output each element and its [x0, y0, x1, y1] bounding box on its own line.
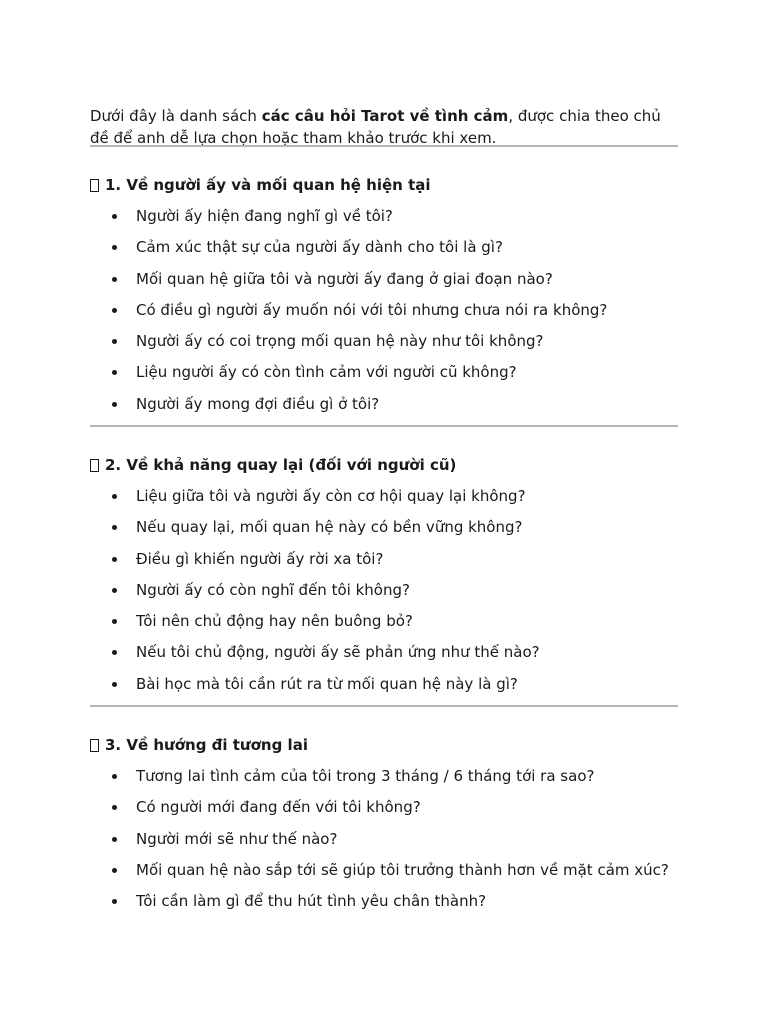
section-3-title: 3. Về hướng đi tương lai — [105, 736, 308, 754]
missing-glyph-icon — [90, 459, 99, 472]
bullet-icon — [112, 899, 117, 904]
bullet-icon — [112, 868, 117, 873]
bullet-icon — [112, 557, 117, 562]
list-item: Mối quan hệ nào sắp tới sẽ giúp tôi trưởng thành hơn về mặt cảm xúc? — [110, 860, 669, 891]
bullet-icon — [112, 245, 117, 250]
bullet-icon — [112, 525, 117, 530]
intro-text-after: , được chia theo chủ đề để anh dễ lựa chọn hoặc tham khảo trước khi xem. — [90, 107, 661, 147]
list-item: Người ấy có coi trọng mối quan hệ này như tôi không? — [110, 331, 607, 362]
list-item: Cảm xúc thật sự của người ấy dành cho tôi là gì? — [110, 237, 607, 268]
intro-text-bold: các câu hỏi Tarot về tình cảm — [261, 107, 509, 125]
section-1-heading — [90, 175, 431, 195]
bullet-icon — [112, 682, 117, 687]
bullet-icon — [112, 214, 117, 219]
bullet-icon — [112, 402, 117, 407]
list-item: Bài học mà tôi cần rút ra từ mối quan hệ này là gì? — [110, 674, 540, 705]
bullet-icon — [112, 308, 117, 313]
divider-3 — [90, 705, 678, 707]
missing-glyph-icon — [90, 739, 99, 752]
section-3-list — [110, 766, 669, 922]
list-item: Người ấy hiện đang nghĩ gì về tôi? — [110, 206, 607, 237]
list-item: Người mới sẽ như thế nào? — [110, 829, 669, 860]
bullet-icon — [112, 650, 117, 655]
intro-paragraph — [90, 105, 680, 149]
list-item: Có người mới đang đến với tôi không? — [110, 797, 669, 828]
bullet-icon — [112, 774, 117, 779]
section-2-heading — [90, 455, 456, 475]
list-item: Liệu giữa tôi và người ấy còn cơ hội quay lại không? — [110, 486, 540, 517]
list-item: Tôi nên chủ động hay nên buông bỏ? — [110, 611, 540, 642]
list-item: Nếu tôi chủ động, người ấy sẽ phản ứng như thế nào? — [110, 642, 540, 673]
section-2-title: 2. Về khả năng quay lại (đối với người cũ) — [105, 456, 457, 474]
divider-2 — [90, 425, 678, 427]
list-item: Người ấy mong đợi điều gì ở tôi? — [110, 394, 607, 425]
list-item: Điều gì khiến người ấy rời xa tôi? — [110, 549, 540, 580]
bullet-icon — [112, 370, 117, 375]
section-1-list — [110, 206, 607, 425]
list-item: Liệu người ấy có còn tình cảm với người cũ không? — [110, 362, 607, 393]
bullet-icon — [112, 339, 117, 344]
bullet-icon — [112, 494, 117, 499]
section-1-title: 1. Về người ấy và mối quan hệ hiện tại — [105, 176, 431, 194]
bullet-icon — [112, 277, 117, 282]
section-3-heading — [90, 735, 308, 755]
divider-1 — [90, 145, 678, 147]
list-item: Tôi cần làm gì để thu hút tình yêu chân thành? — [110, 891, 669, 922]
list-item: Mối quan hệ giữa tôi và người ấy đang ở giai đoạn nào? — [110, 269, 607, 300]
list-item: Nếu quay lại, mối quan hệ này có bền vững không? — [110, 517, 540, 548]
bullet-icon — [112, 588, 117, 593]
list-item: Có điều gì người ấy muốn nói với tôi nhưng chưa nói ra không? — [110, 300, 607, 331]
intro-text-before: Dưới đây là danh sách — [90, 107, 262, 125]
missing-glyph-icon — [90, 179, 99, 192]
bullet-icon — [112, 837, 117, 842]
bullet-icon — [112, 805, 117, 810]
list-item: Tương lai tình cảm của tôi trong 3 tháng / 6 tháng tới ra sao? — [110, 766, 669, 797]
list-item: Người ấy có còn nghĩ đến tôi không? — [110, 580, 540, 611]
bullet-icon — [112, 619, 117, 624]
section-2-list — [110, 486, 540, 705]
